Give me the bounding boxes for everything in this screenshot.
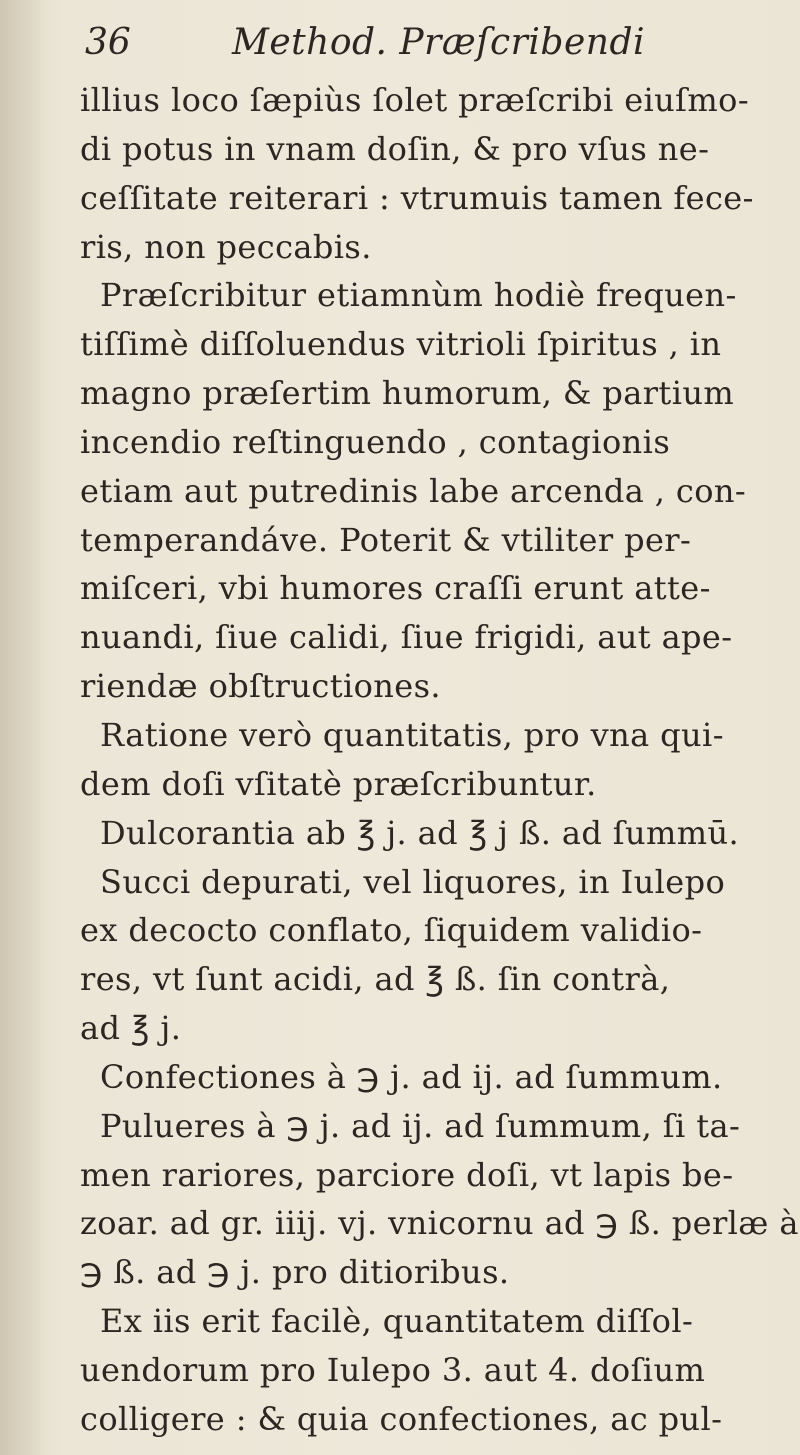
paragraph-start-line: Succi depurati, vel liquores, in Iulepo xyxy=(100,862,726,901)
text-line: zoar. ad gr. iiij. vj. vnicornu ad ℈ ß. perlæ à xyxy=(80,1204,799,1243)
text-line: ex decocto conflato, ſiquidem validio- xyxy=(80,911,703,950)
text-line: incendio reſtinguendo , contagionis xyxy=(80,422,671,461)
body-text xyxy=(80,76,799,1444)
text-line: ris, non peccabis. xyxy=(80,227,372,266)
text-line: dem doſi vſitatè præſcribuntur. xyxy=(80,764,597,803)
running-title: Method. Præſcribendi xyxy=(232,22,645,63)
text-line: riendæ obſtructiones. xyxy=(80,667,441,706)
page-header xyxy=(0,0,800,80)
text-line: di potus in vnam doſin, & pro vſus ne- xyxy=(80,129,710,168)
paragraph-start-line: Pulueres à ℈ j. ad ij. ad ſummum, ſi ta- xyxy=(100,1106,741,1145)
text-line: magno præſertim humorum, & partium xyxy=(80,374,735,413)
paragraph-start-line: Ratione verò quantitatis, pro vna qui- xyxy=(100,715,724,754)
text-line: etiam aut putredinis labe arcenda , con- xyxy=(80,471,747,510)
text-line: colligere : & quia confectiones, ac pul- xyxy=(80,1399,723,1438)
paragraph-start-line: Dulcorantia ab ℥ j. ad ℥ j ß. ad ſummū. xyxy=(100,813,740,852)
paragraph-start-line: Ex iis erit facilè, quantitatem diſſol- xyxy=(100,1302,694,1341)
text-line: tiſſimè diſſoluendus vitrioli ſpiritus , in xyxy=(80,325,722,364)
paragraph-start-line: Præſcribitur etiamnùm hodiè frequen- xyxy=(100,276,737,315)
text-line: nuandi, ſiue calidi, ſiue frigidi, aut ape- xyxy=(80,618,733,657)
page-number: 36 xyxy=(85,22,131,63)
text-line: temperandáve. Poterit & vtiliter per- xyxy=(80,520,692,559)
text-line: ℈ ß. ad ℈ j. pro ditioribus. xyxy=(80,1253,510,1292)
text-line: res, vt ſunt acidi, ad ℥ ß. ſin contrà, xyxy=(80,960,671,999)
text-line: illius loco ſæpiùs ſolet præſcribi eiuſmo- xyxy=(80,81,750,119)
spine-shadow xyxy=(0,0,50,1455)
text-line: ceſſitate reiterari : vtrumuis tamen fece- xyxy=(80,178,754,217)
text-line: miſceri, vbi humores craſſi erunt atte- xyxy=(80,569,711,608)
text-line: uendorum pro Iulepo 3. aut 4. doſium xyxy=(80,1350,706,1389)
paragraph-start-line: Confectiones à ℈ j. ad ij. ad ſummum. xyxy=(100,1057,723,1096)
text-line: ad ℥ j. xyxy=(80,1009,182,1048)
text-line: men rariores, parciore doſi, vt lapis be- xyxy=(80,1155,734,1194)
